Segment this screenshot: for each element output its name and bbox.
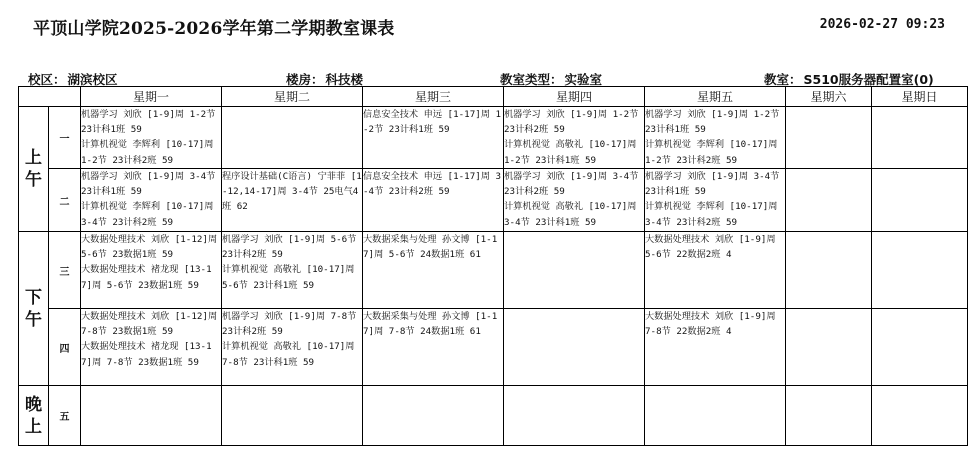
schedule-cell xyxy=(504,386,645,446)
schedule-cell xyxy=(504,107,645,169)
schedule-cell xyxy=(786,107,872,169)
slot-label: 二 xyxy=(49,169,81,232)
schedule-cell xyxy=(363,386,504,446)
schedule-cell xyxy=(81,309,222,386)
course-entry: 程序设计基础(C语言) 宁菲菲 [1-12,14-17]周 3-4节 25电气4班 62 xyxy=(222,171,362,213)
day-header: 星期五 xyxy=(645,87,786,107)
period-afternoon: 下午 xyxy=(19,232,49,386)
course-entry: 大数据采集与处理 孙文博 [1-17]周 5-6节 24数据1班 61 xyxy=(363,234,498,261)
schedule-cell xyxy=(872,232,968,309)
course-entry: 大数据处理技术 褚龙现 [13-17]周 5-6节 23数据1班 59 xyxy=(81,264,212,291)
corner-cell xyxy=(19,87,81,107)
schedule-cell xyxy=(645,386,786,446)
schedule-cell xyxy=(363,107,504,169)
schedule-cell xyxy=(786,309,872,386)
course-entry: 大数据采集与处理 孙文博 [1-17]周 7-8节 24数据1班 61 xyxy=(363,311,498,338)
course-entry: 计算机视觉 李辉利 [10-17]周 1-2节 23计科2班 59 xyxy=(645,139,778,166)
print-datetime: 2026-02-27 09:23 xyxy=(819,17,945,32)
course-entry: 大数据处理技术 褚龙现 [13-17]周 7-8节 23数据1班 59 xyxy=(81,341,212,368)
schedule-cell xyxy=(222,169,363,232)
schedule-cell xyxy=(222,232,363,309)
building-label: 楼房： xyxy=(286,72,324,87)
schedule-cell xyxy=(81,107,222,169)
day-header: 星期四 xyxy=(504,87,645,107)
slot-label: 四 xyxy=(49,309,81,386)
building-value: 科技楼 xyxy=(325,72,364,87)
schedule-cell xyxy=(81,169,222,232)
slot-row xyxy=(19,169,968,232)
course-entry: 计算机视觉 高敬礼 [10-17]周 7-8节 23计科1班 59 xyxy=(222,341,355,368)
schedule-cell xyxy=(363,169,504,232)
day-header: 星期一 xyxy=(81,87,222,107)
room-type-value: 实验室 xyxy=(564,72,603,87)
day-header: 星期日 xyxy=(872,87,968,107)
period-morning: 上午 xyxy=(19,107,49,232)
course-entry: 计算机视觉 李辉利 [10-17]周 3-4节 23计科2班 59 xyxy=(645,201,778,228)
schedule-table xyxy=(18,86,968,446)
schedule-cell xyxy=(786,232,872,309)
course-entry: 机器学习 刘欣 [1-9]周 1-2节 23计科1班 59 xyxy=(645,109,780,136)
header-row xyxy=(19,87,968,107)
day-header: 星期三 xyxy=(363,87,504,107)
course-entry: 大数据处理技术 刘欣 [1-12]周 5-6节 23数据1班 59 xyxy=(81,234,218,261)
course-entry: 信息安全技术 申远 [1-17]周 1-2节 23计科1班 59 xyxy=(363,109,502,136)
schedule-cell xyxy=(872,309,968,386)
slot-label: 一 xyxy=(49,107,81,169)
page-title: 平顶山学院2025-2026学年第二学期教室课表 xyxy=(33,19,395,39)
schedule-cell xyxy=(786,386,872,446)
course-entry: 计算机视觉 李辉利 [10-17]周 3-4节 23计科2班 59 xyxy=(81,201,214,228)
campus-label: 校区： xyxy=(28,72,66,87)
course-entry: 大数据处理技术 刘欣 [1-9]周 5-6节 22数据2班 4 xyxy=(645,234,776,261)
course-entry: 大数据处理技术 刘欣 [1-9]周 7-8节 22数据2班 4 xyxy=(645,311,776,338)
course-entry: 计算机视觉 高敬礼 [10-17]周 5-6节 23计科1班 59 xyxy=(222,264,355,291)
room-value: S510服务器配置室(0) xyxy=(803,72,934,87)
course-entry: 机器学习 刘欣 [1-9]周 1-2节 23计科1班 59 xyxy=(81,109,216,136)
course-entry: 计算机视觉 高敬礼 [10-17]周 3-4节 23计科1班 59 xyxy=(504,201,637,228)
slot-row xyxy=(19,309,968,386)
room-label: 教室： xyxy=(764,72,802,87)
slot-label: 五 xyxy=(49,386,81,446)
schedule-cell xyxy=(81,232,222,309)
slot-row xyxy=(19,232,968,309)
schedule-cell xyxy=(222,107,363,169)
period-evening: 晚上 xyxy=(19,386,49,446)
schedule-cell xyxy=(872,107,968,169)
slot-label: 三 xyxy=(49,232,81,309)
campus-value: 湖滨校区 xyxy=(67,72,118,87)
schedule-cell xyxy=(645,107,786,169)
course-entry: 机器学习 刘欣 [1-9]周 7-8节 23计科2班 59 xyxy=(222,311,357,338)
room-type-label: 教室类型： xyxy=(500,72,563,87)
course-entry: 机器学习 刘欣 [1-9]周 3-4节 23计科2班 59 xyxy=(504,171,639,198)
course-entry: 计算机视觉 李辉利 [10-17]周 1-2节 23计科2班 59 xyxy=(81,139,214,166)
course-entry: 机器学习 刘欣 [1-9]周 1-2节 23计科2班 59 xyxy=(504,109,639,136)
day-header: 星期二 xyxy=(222,87,363,107)
schedule-cell xyxy=(81,386,222,446)
schedule-cell xyxy=(872,169,968,232)
schedule-cell xyxy=(504,309,645,386)
course-entry: 信息安全技术 申远 [1-17]周 3-4节 23计科2班 59 xyxy=(363,171,502,198)
schedule-cell xyxy=(645,169,786,232)
schedule-cell xyxy=(645,309,786,386)
schedule-cell xyxy=(786,169,872,232)
course-entry: 计算机视觉 高敬礼 [10-17]周 1-2节 23计科1班 59 xyxy=(504,139,637,166)
schedule-cell xyxy=(222,386,363,446)
schedule-cell xyxy=(504,232,645,309)
schedule-cell xyxy=(363,232,504,309)
course-entry: 机器学习 刘欣 [1-9]周 3-4节 23计科1班 59 xyxy=(645,171,780,198)
slot-row xyxy=(19,107,968,169)
schedule-cell xyxy=(363,309,504,386)
schedule-cell xyxy=(645,232,786,309)
day-header: 星期六 xyxy=(786,87,872,107)
schedule-cell xyxy=(504,169,645,232)
course-entry: 机器学习 刘欣 [1-9]周 3-4节 23计科1班 59 xyxy=(81,171,216,198)
course-entry: 机器学习 刘欣 [1-9]周 5-6节 23计科2班 59 xyxy=(222,234,357,261)
schedule-cell xyxy=(222,309,363,386)
schedule-cell xyxy=(872,386,968,446)
slot-row xyxy=(19,386,968,446)
course-entry: 大数据处理技术 刘欣 [1-12]周 7-8节 23数据1班 59 xyxy=(81,311,218,338)
